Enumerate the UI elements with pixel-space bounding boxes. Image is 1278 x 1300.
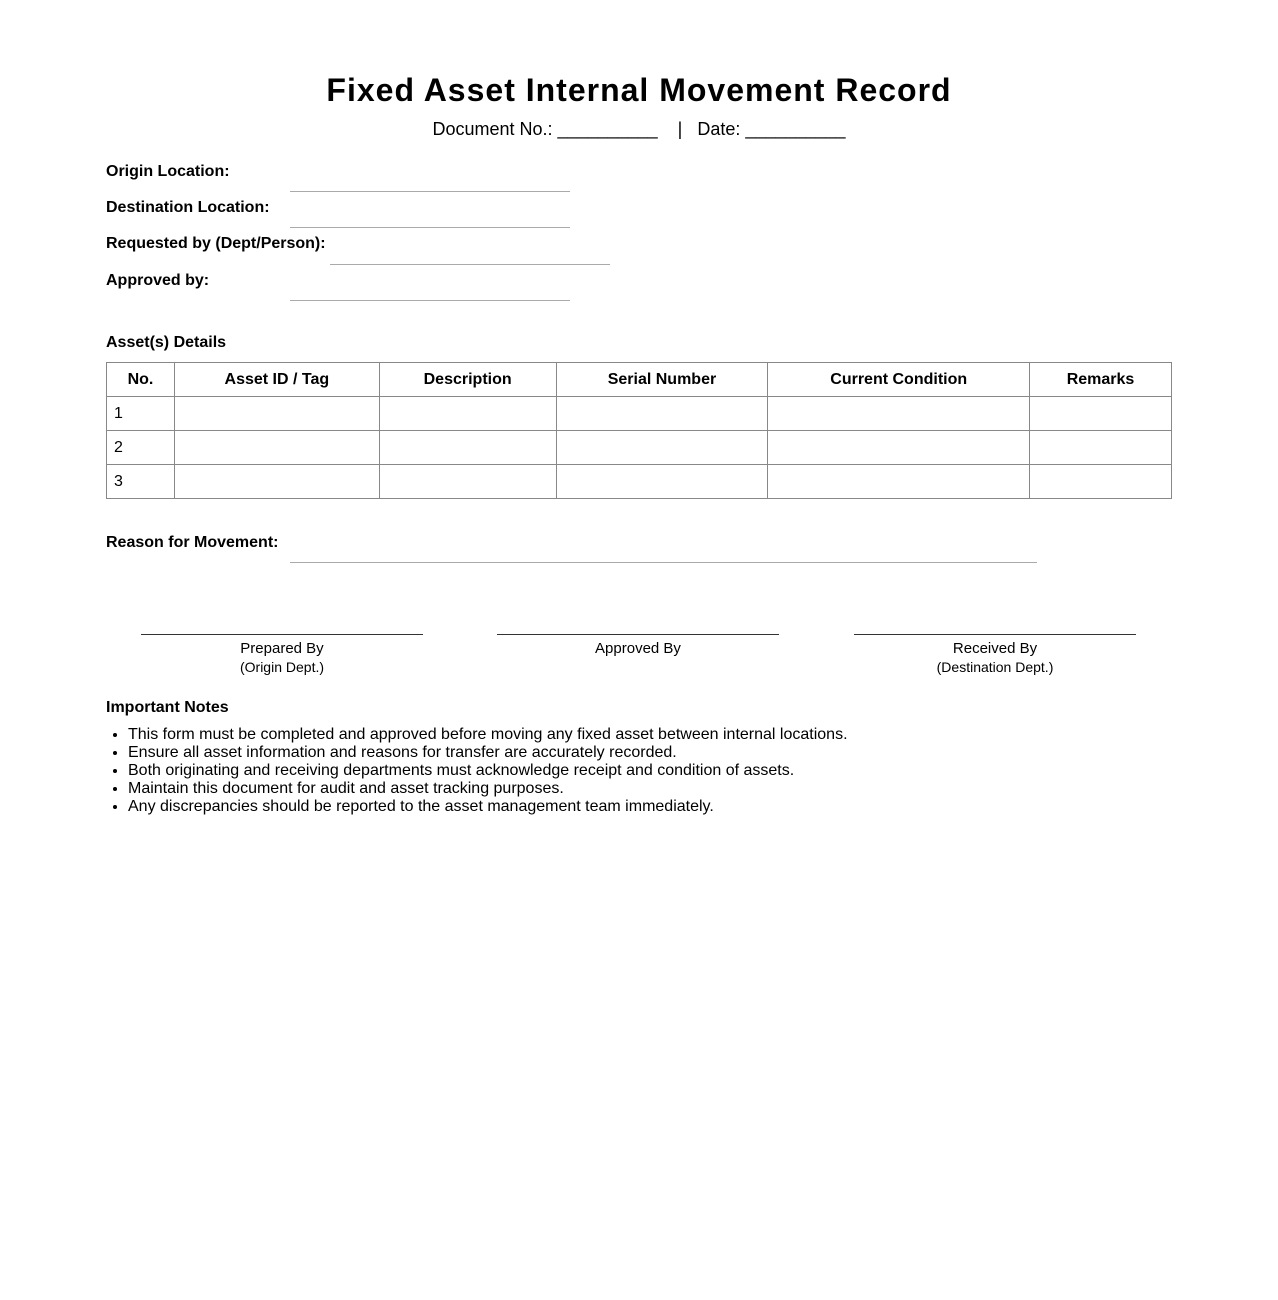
important-notes-heading: Important Notes [106, 699, 229, 716]
document-title: Fixed Asset Internal Movement Record [326, 72, 952, 108]
list-item: • This form must be completed and approved before moving any fixed asset between internal locations. [128, 726, 848, 744]
asset-id-cell[interactable] [174, 465, 379, 499]
serial-number-cell[interactable] [556, 431, 768, 465]
prepared-by-signature-line[interactable] [141, 634, 423, 635]
destination-location-field[interactable] [290, 227, 570, 228]
table-row [107, 397, 1172, 431]
origin-location-field[interactable] [290, 191, 570, 192]
prepared-by-dept-label: (Origin Dept.) [239, 659, 325, 675]
table-header-row [107, 363, 1172, 397]
remarks-cell[interactable] [1030, 431, 1172, 465]
reason-for-movement-field[interactable] [290, 562, 1037, 563]
serial-number-cell[interactable] [556, 465, 768, 499]
column-header-description: Description [379, 363, 556, 397]
column-header-serial-number: Serial Number [556, 363, 768, 397]
received-by-label: Received By [952, 640, 1038, 657]
list-item: • Maintain this document for audit and asset tracking purposes. [128, 780, 848, 798]
column-header-remarks: Remarks [1030, 363, 1172, 397]
current-condition-cell[interactable] [768, 397, 1030, 431]
row-number-cell: 1 [107, 397, 175, 431]
description-cell[interactable] [379, 465, 556, 499]
requested-by-field[interactable] [330, 264, 610, 265]
description-cell[interactable] [379, 431, 556, 465]
approved-by-field[interactable] [290, 300, 570, 301]
row-number-cell: 2 [107, 431, 175, 465]
serial-number-cell[interactable] [556, 397, 768, 431]
table-row [107, 465, 1172, 499]
received-by-signature-line[interactable] [854, 634, 1136, 635]
column-header-current-condition: Current Condition [768, 363, 1030, 397]
reason-for-movement-label: Reason for Movement: [106, 534, 279, 551]
list-item: • Ensure all asset information and reasons for transfer are accurately recorded. [128, 744, 848, 762]
asset-id-cell[interactable] [174, 431, 379, 465]
received-by-dept-label: (Destination Dept.) [936, 659, 1054, 675]
row-number-cell: 3 [107, 465, 175, 499]
description-cell[interactable] [379, 397, 556, 431]
approved-by-label: Approved by: [106, 272, 210, 289]
approved-by-signature-line[interactable] [497, 634, 779, 635]
column-header-asset-id: Asset ID / Tag [174, 363, 379, 397]
current-condition-cell[interactable] [768, 431, 1030, 465]
column-header-no: No. [107, 363, 175, 397]
remarks-cell[interactable] [1030, 465, 1172, 499]
destination-location-label: Destination Location: [106, 199, 270, 216]
list-item: • Both originating and receiving departments must acknowledge receipt and condition of assets. [128, 762, 848, 780]
asset-details-table [106, 362, 1172, 499]
remarks-cell[interactable] [1030, 397, 1172, 431]
approved-by-signature-label: Approved By [595, 640, 681, 657]
asset-details-heading: Asset(s) Details [106, 334, 227, 351]
current-condition-cell[interactable] [768, 465, 1030, 499]
requested-by-label: Requested by (Dept/Person): [106, 235, 326, 252]
important-notes-list [106, 726, 848, 816]
list-item: • Any discrepancies should be reported to the asset management team immediately. [128, 798, 848, 816]
origin-location-label: Origin Location: [106, 163, 230, 180]
prepared-by-label: Prepared By [240, 640, 324, 657]
table-row [107, 431, 1172, 465]
document-number-date-line: Document No.: __________ | Date: __________ [432, 119, 846, 139]
asset-id-cell[interactable] [174, 397, 379, 431]
